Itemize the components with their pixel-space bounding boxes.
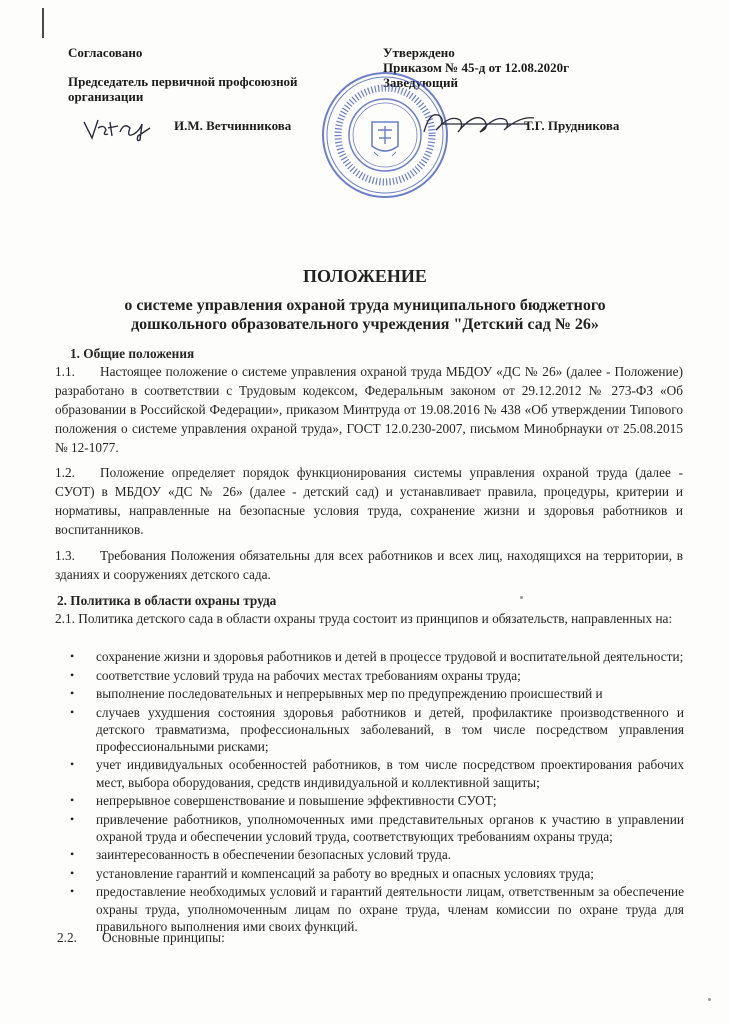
- paragraph-1-2: [55, 463, 683, 539]
- section-1-heading: 1. Общие положения: [70, 346, 195, 361]
- list-item: • установление гарантий и компенсаций за работу во вредных и опасных условиях труда;: [64, 865, 684, 882]
- chair-title-line2: организации: [68, 89, 144, 104]
- section-2-heading: 2. Политика в области охраны труда: [57, 593, 277, 608]
- scan-speck: [708, 998, 711, 1001]
- order-line: Приказом № 45-д от 12.08.2020г: [383, 60, 569, 75]
- list-item: • выполнение последовательных и непрерывных мер по предупреждению происшествий и: [64, 685, 684, 702]
- paragraph-text: Настоящее положение о системе управления охраной труда МБДОУ «ДС № 26» (далее - Положение) разработано в соответствии с Трудовым кодексом, Федеральным законом от 29.12.2012 № 273-ФЗ «Об образовании в Российской Федерации», приказом Минтруда от 19.08.2016 № 438 «Об утверждении Типового положения о системе управления охраной труда», ГОСТ 12.0.230-2007, письмом Минобрнауки от 25.08.2015 № 12-1077.: [55, 364, 683, 455]
- head-signature: [420, 106, 540, 140]
- approved-label: Утверждено: [383, 45, 455, 60]
- list-item: • привлечение работников, уполномоченных ими представительных органов к участию в управлении охраной труда и обеспечении условий труда, соответствующих требованиям охраны труда;: [64, 811, 684, 845]
- chair-name: И.М. Ветчинникова: [174, 118, 292, 133]
- paragraph-number: 1.2.: [55, 465, 75, 480]
- agreed-label: Согласовано: [68, 45, 143, 60]
- paragraph-1-3: [55, 546, 683, 584]
- list-item: • случаев ухудшения состояния здоровья работников и детей, профилактике производственного и детского травматизма, профессиональных заболеваний, в том числе посредством управления профессиональными рисками;: [64, 704, 684, 756]
- subtitle-line-1: о системе управления охраной труда муниципального бюджетного: [124, 297, 606, 314]
- paragraph-number: 1.3.: [55, 548, 75, 563]
- chair-title-line1: Председатель первичной профсоюзной: [68, 74, 298, 89]
- paragraph-2-2: [57, 930, 225, 946]
- paragraph-1-1: [55, 362, 683, 457]
- head-label: Заведующий: [383, 75, 458, 90]
- paragraph-number: 1.1.: [55, 364, 75, 379]
- paragraph-number: 2.2.: [57, 930, 77, 945]
- list-item: • учет индивидуальных особенностей работников, в том числе посредством проектирования рабочих мест, выбора оборудования, средств индивидуальной и коллективной защиты;: [64, 756, 684, 790]
- paragraph-text: Требования Положения обязательны для всех работников и всех лиц, находящихся на территории, в зданиях и сооружениях детского сада.: [55, 548, 683, 582]
- margin-mark: [42, 8, 44, 38]
- list-item: • предоставление необходимых условий и гарантий деятельности лицам, ответственным за обеспечение охраны труда, уполномоченным лицам по охране труда, членам комиссии по охране труда для правильного выполнения ими своих функций.: [64, 883, 684, 935]
- subtitle-line-2: дошкольного образовательного учреждения "Детский сад № 26»: [131, 316, 599, 333]
- agreed-block: [68, 45, 338, 104]
- paragraph-text: Положение определяет порядок функционирования системы управления охраной труда (далее - СУОТ) в МБДОУ «ДС № 26» (далее - детский сад) и устанавливает правила, процедуры, критерии и нормативы, направленные на безопасные условия труда, сохранение жизни и здоровья работников и воспитанников.: [55, 465, 683, 537]
- list-item: • заинтересованность в обеспечении безопасных условий труда.: [64, 846, 684, 863]
- document-title: ПОЛОЖЕНИЕ: [303, 266, 427, 286]
- document-subtitle: [0, 296, 730, 334]
- list-item: • соответствие условий труда на рабочих местах требованиям охраны труда;: [64, 667, 684, 684]
- paragraph-text: Основные принципы:: [102, 930, 225, 945]
- scan-speck: [520, 596, 523, 599]
- chair-signature: [80, 114, 160, 144]
- list-item: • сохранение жизни и здоровья работников и детей в процессе трудовой и воспитательной деятельности;: [64, 648, 684, 665]
- paragraph-2-1: 2.1. Политика детского сада в области охраны труда состоит из принципов и обязательств, направленных на:: [55, 611, 673, 626]
- head-name: Т.Г. Прудникова: [524, 118, 620, 133]
- list-item: • непрерывное совершенствование и повышение эффективности СУОТ;: [64, 792, 684, 809]
- policy-bullet-list: [64, 648, 684, 936]
